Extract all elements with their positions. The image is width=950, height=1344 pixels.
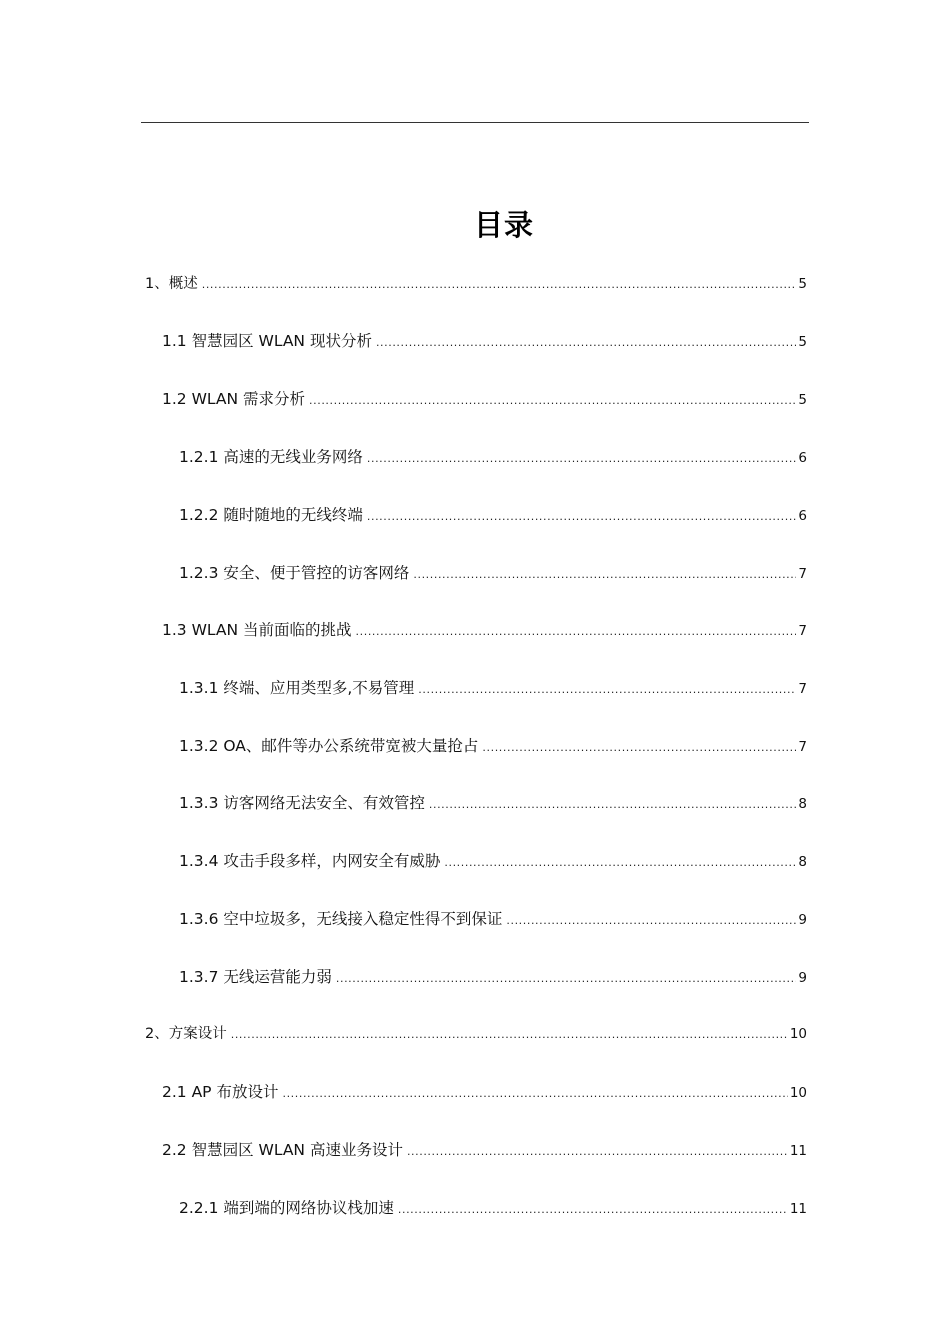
toc-entry-label: 1.2.2 随时随地的无线终端	[179, 506, 363, 524]
toc-entry-page: 6	[798, 450, 807, 466]
toc-entry-label: 2.1 AP 布放设计	[162, 1083, 279, 1101]
toc-entry-page: 11	[789, 1143, 807, 1159]
toc-entry-page: 7	[798, 623, 807, 639]
toc-dot-leader	[418, 678, 796, 702]
toc-entry-page: 7	[798, 739, 807, 755]
toc-dot-leader	[413, 563, 796, 587]
toc-entry-label: 1.2.1 高速的无线业务网络	[179, 448, 363, 466]
toc-dot-leader	[231, 1023, 788, 1047]
toc-entry-label: 1.2.3 安全、便于管控的访客网络	[179, 564, 410, 582]
toc-entry-page: 5	[798, 276, 807, 292]
toc-dot-leader	[482, 736, 796, 760]
toc-dot-leader	[398, 1198, 788, 1222]
toc-dot-leader	[282, 1082, 787, 1106]
toc-entry-page: 9	[798, 970, 807, 986]
toc-entry-label: 1.3.7 无线运营能力弱	[179, 968, 332, 986]
toc-entry-label: 1.3.6 空中垃圾多，无线接入稳定性得不到保证	[179, 910, 503, 928]
toc-entry-label: 1.3 WLAN 当前面临的挑战	[162, 621, 352, 639]
toc-dot-leader	[444, 851, 796, 875]
toc-entry-label: 1、概述	[145, 276, 198, 292]
toc-entry[interactable]	[179, 965, 807, 989]
toc-entry-page: 5	[798, 392, 807, 408]
toc-entry-label: 1.2 WLAN 需求分析	[162, 390, 306, 408]
toc-entry[interactable]	[179, 1196, 807, 1220]
toc-entry[interactable]	[145, 272, 807, 296]
toc-entry[interactable]	[179, 676, 807, 700]
toc-entry-page: 11	[789, 1201, 807, 1217]
toc-entry-label: 1.3.2 OA、邮件等办公系统带宽被大量抢占	[179, 737, 479, 755]
toc-dot-leader	[407, 1140, 788, 1164]
toc-entry-label: 1.3.4 攻击手段多样，内网安全有威胁	[179, 852, 441, 870]
toc-dot-leader	[367, 447, 797, 471]
toc-entry[interactable]	[179, 445, 807, 469]
toc-title: 目录	[473, 208, 534, 242]
toc-entry-label: 1.3.3 访客网络无法安全、有效管控	[179, 794, 425, 812]
toc-entry-label: 1.3.1 终端、应用类型多,不易管理	[179, 679, 415, 697]
toc-entry[interactable]	[162, 1138, 807, 1162]
toc-entry[interactable]	[162, 618, 807, 642]
toc-entry[interactable]	[162, 329, 807, 353]
toc-dot-leader	[336, 967, 797, 991]
toc-entry-label: 2.2 智慧园区 WLAN 高速业务设计	[162, 1141, 403, 1159]
toc-dot-leader	[356, 620, 797, 644]
toc-dot-leader	[506, 909, 796, 933]
toc-dot-leader	[429, 793, 797, 817]
toc-entry-page: 6	[798, 508, 807, 524]
toc-entry-page: 10	[789, 1085, 807, 1101]
toc-entry[interactable]	[179, 561, 807, 585]
toc-entry-page: 8	[798, 854, 807, 870]
toc-entry[interactable]	[162, 387, 807, 411]
toc-entry-label: 1.1 智慧园区 WLAN 现状分析	[162, 332, 372, 350]
toc-entry-page: 8	[798, 796, 807, 812]
toc-entry-page: 7	[798, 681, 807, 697]
toc-dot-leader	[367, 505, 797, 529]
toc-dot-leader	[309, 389, 796, 413]
toc-entry[interactable]	[179, 907, 807, 931]
toc-dot-leader	[202, 273, 797, 297]
toc-entry-label: 2、方案设计	[145, 1026, 227, 1042]
toc-entry[interactable]	[145, 1022, 807, 1046]
toc-entry[interactable]	[179, 791, 807, 815]
toc-entry-page: 9	[798, 912, 807, 928]
toc-entry-page: 10	[789, 1026, 807, 1042]
toc-entry-page: 7	[798, 566, 807, 582]
toc-dot-leader	[376, 331, 796, 355]
toc-entry[interactable]	[179, 734, 807, 758]
toc-entry-label: 2.2.1 端到端的网络协议栈加速	[179, 1199, 394, 1217]
toc-entry-page: 5	[798, 334, 807, 350]
toc-entry[interactable]	[179, 849, 807, 873]
toc-entry[interactable]	[179, 503, 807, 527]
toc-entry[interactable]	[162, 1080, 807, 1104]
